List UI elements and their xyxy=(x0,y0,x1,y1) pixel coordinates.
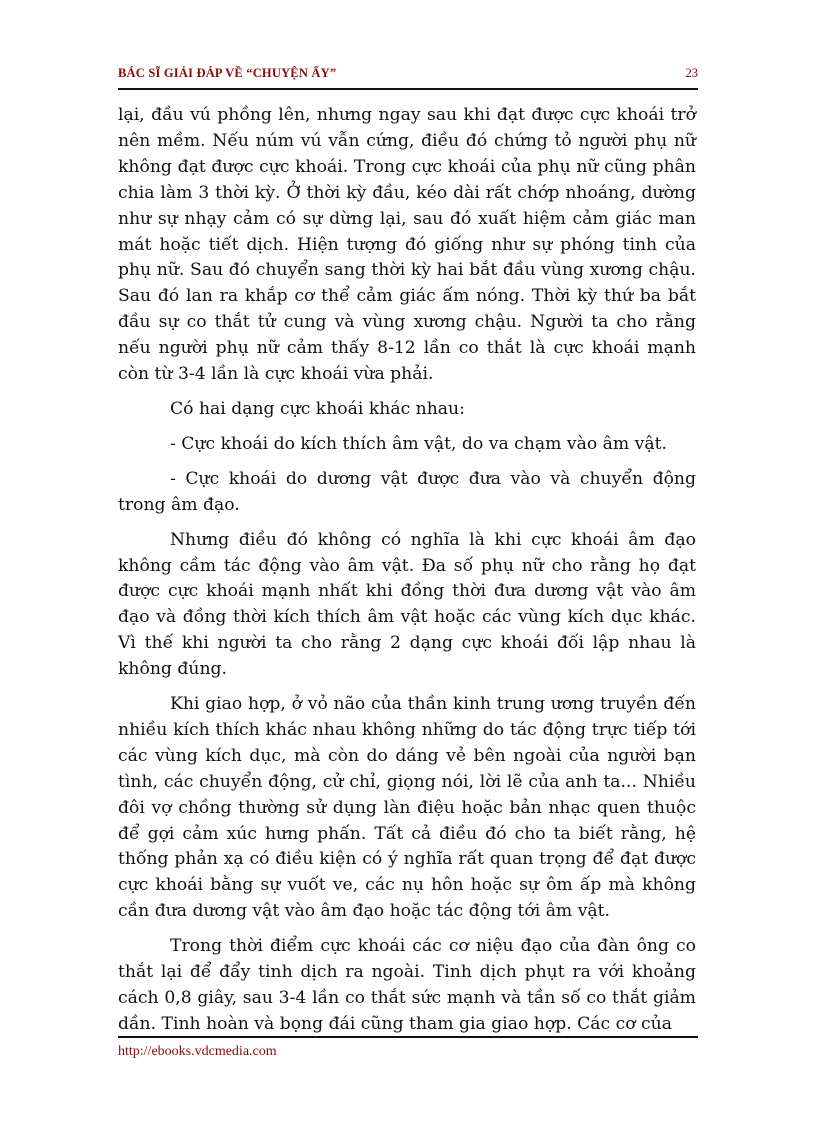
list-item: - Cực khoái do dương vật được đưa vào và chuyển động trong âm đạo. xyxy=(118,468,696,515)
page-number: 23 xyxy=(685,66,698,80)
list-item: - Cực khoái do kích thích âm vật, do va chạm vào âm vật. xyxy=(170,433,667,454)
paragraph: Có hai dạng cực khoái khác nhau: xyxy=(170,398,465,419)
paragraph: Nhưng điều đó không có nghĩa là khi cực khoái âm đạo không cầm tác động vào âm vật. Đa số phụ nữ cho rằng họ đạt được cực khoái mạnh nhất khi đồng thời đưa dương vật vào âm đạo và đồng thời kích thích âm vật hoặc các vùng kích dục khác. Vì thế khi người ta cho rằng 2 dạng cực khoái đối lập nhau là không đúng. xyxy=(118,529,696,680)
running-header xyxy=(118,66,698,86)
footer-url-link[interactable]: http://ebooks.vdcmedia.com xyxy=(118,1044,277,1059)
paragraph: Khi giao hợp, ở vỏ não của thần kinh trung ương truyền đến nhiều kích thích khác nhau không những do tác động trực tiếp tới các vùng kích dục, mà còn do dáng vẻ bên ngoài của người bạn tình, các chuyển động, cử chỉ, giọng nói, lời lẽ của anh ta... Nhiều đôi vợ chồng thường sử dụng làn điệu hoặc bản nhạc quen thuộc để gợi cảm xúc hưng phấn. Tất cả điều đó cho ta biết rằng, hệ thống phản xạ có điều kiện có ý nghĩa rất quan trọng để đạt được cực khoái bằng sự vuốt ve, các nụ hôn hoặc sự ôm ấp mà không cần đưa dương vật vào âm đạo hoặc tác động tới âm vật. xyxy=(118,694,696,922)
page-body xyxy=(118,103,696,1047)
header-divider xyxy=(118,88,698,90)
footer-divider xyxy=(118,1036,698,1038)
book-title: BÁC SĨ GIẢI ĐÁP VỀ “CHUYỆN ẤY” xyxy=(118,66,337,80)
paragraph-continued: lại, đầu vú phồng lên, nhưng ngay sau khi đạt được cực khoái trở nên mềm. Nếu núm vú vẫn cứng, điều đó chứng tỏ người phụ nữ không đạt được cực khoái. Trong cực khoái của phụ nữ cũng phân chia làm 3 thời kỳ. Ở thời kỳ đầu, kéo dài rất chớp nhoáng, dường như sự nhạy cảm có sự dừng lại, sau đó xuất hiệm cảm giác man mát hoặc tiết dịch. Hiện tượng đó giống như sự phóng tinh của phụ nữ. Sau đó chuyển sang thời kỳ hai bắt đầu vùng xương chậu. Sau đó lan ra khắp cơ thể cảm giác ấm nóng. Thời kỳ thứ ba bắt đầu sự co thắt tử cung và vùng xương chậu. Người ta cho rằng nếu người phụ nữ cảm thấy 8-12 lần co thắt là cực khoái mạnh còn từ 3-4 lần là cực khoái vừa phải. xyxy=(118,105,696,385)
paragraph: Trong thời điểm cực khoái các cơ niệu đạo của đàn ông co thắt lại để đẩy tinh dịch ra ngoài. Tinh dịch phụt ra với khoảng cách 0,8 giây, sau 3-4 lần co thắt sức mạnh và tần số co thắt giảm dần. Tinh hoàn và bọng đái cũng tham gia giao hợp. Các cơ của xyxy=(118,936,696,1034)
